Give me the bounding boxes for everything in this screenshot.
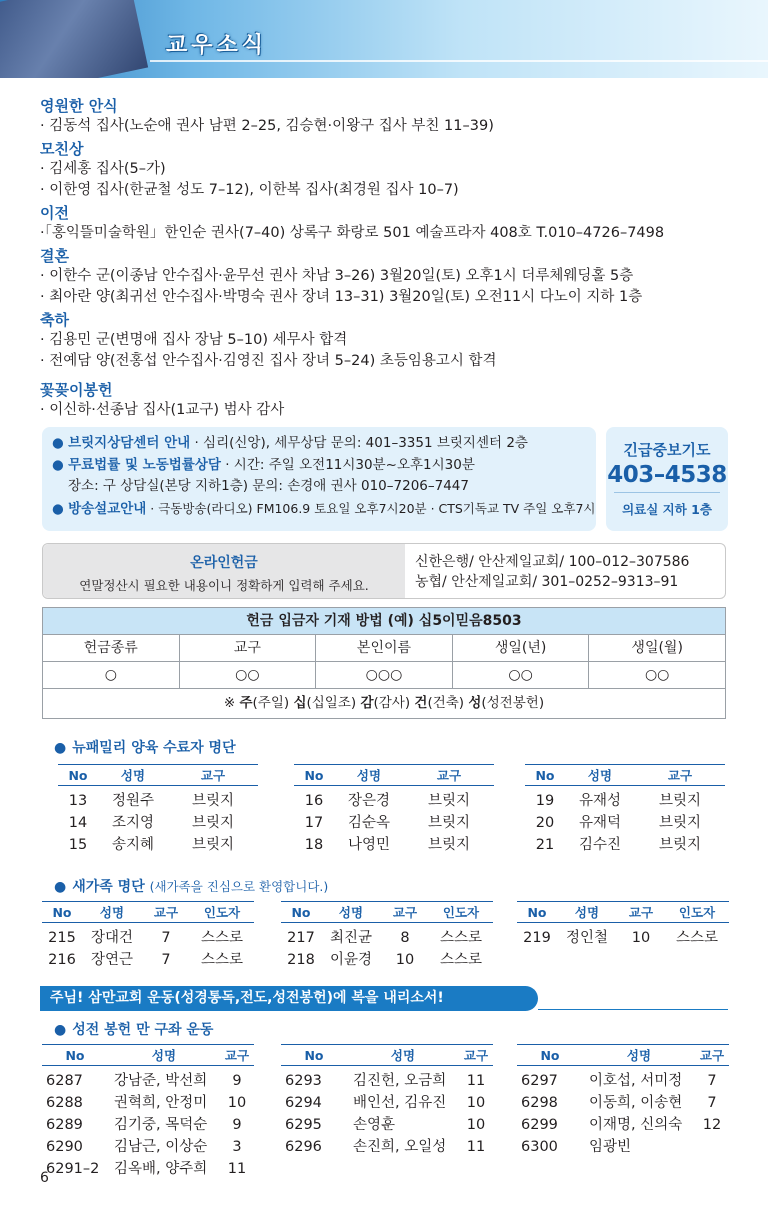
table-cell: 손진희, 오일성 [353, 1139, 447, 1155]
table-row [281, 1070, 493, 1092]
deposit-val: ○○ [180, 662, 317, 688]
newfamily-table [294, 764, 494, 856]
prayer-place: 의료실 지하 1층 [622, 502, 712, 517]
table-row [517, 1070, 729, 1092]
column-header: 교구 [436, 768, 462, 783]
header-banner [0, 0, 768, 78]
table-cell: 12 [702, 1117, 722, 1133]
column-header: 성명 [338, 905, 364, 920]
online-title: 온라인헌금 [190, 555, 258, 571]
table-cell: 임광빈 [589, 1139, 632, 1155]
prayer-box [606, 427, 728, 531]
column-header: 성명 [151, 1048, 177, 1063]
table-header [281, 1044, 493, 1066]
note-key: 감 [360, 695, 374, 711]
table-cell: 브릿지 [191, 837, 235, 853]
column-header: No [52, 905, 72, 920]
news-line: · 전예담 양(전홍섭 안수집사·김영진 집사 장녀 5–24) 초등임용고시 합격 [40, 353, 497, 369]
info-text: 장소: 구 상담실(본당 지하1층) 문의: 손경애 권사 010–7206–7447 [68, 478, 469, 494]
table-row [42, 1136, 254, 1158]
table-cell: 217 [287, 930, 315, 946]
table-cell: 6293 [285, 1073, 322, 1089]
bullet-icon: ● [54, 1022, 67, 1038]
column-header: No [304, 768, 324, 783]
news-line: · 김용민 군(변명애 집사 장남 5–10) 세무사 합격 [40, 332, 348, 348]
table-cell: 7 [707, 1095, 717, 1111]
table-cell: 10 [395, 952, 415, 968]
table-cell: 6300 [521, 1139, 558, 1155]
banner-divider [150, 60, 768, 62]
column-header: 성명 [356, 768, 382, 783]
table-cell: 브릿지 [658, 815, 702, 831]
table-row [517, 927, 729, 949]
column-header: 인도자 [203, 905, 241, 920]
table-row [525, 790, 725, 812]
table-cell: 브릿지 [427, 793, 471, 809]
table-row [42, 1114, 254, 1136]
table-cell: 11 [466, 1139, 486, 1155]
online-subtitle: 연말정산시 필요한 내용이니 정확하게 입력해 주세요. [79, 578, 369, 593]
table-cell: 14 [68, 815, 88, 831]
table-row [281, 949, 493, 971]
bullet-icon: ● [52, 435, 69, 451]
table-header [517, 901, 729, 923]
column-header: No [527, 905, 547, 920]
table-cell: 6289 [46, 1117, 83, 1133]
table-cell: 11 [466, 1073, 486, 1089]
page-title: 교우소식 [166, 33, 268, 58]
table-cell: 브릿지 [658, 793, 702, 809]
table-cell: 16 [304, 793, 324, 809]
column-header: 인도자 [442, 905, 480, 920]
motto-banner: 주님! 삼만교회 운동(성경통독,전도,성전봉헌)에 복을 내리소서! [40, 986, 538, 1011]
table-cell: 조지영 [111, 815, 155, 831]
table-cell: 216 [48, 952, 76, 968]
news-heading-flowers: 꽃꽂이봉헌 [40, 381, 113, 399]
offering-table [517, 1044, 729, 1158]
table-cell: 6291–2 [46, 1161, 100, 1177]
deposit-col: 헌금종류 [43, 635, 180, 661]
column-header: No [65, 1048, 85, 1063]
table-cell: 8 [400, 930, 410, 946]
online-offering-box [42, 543, 726, 599]
table-cell: 215 [48, 930, 76, 946]
table-cell: 7 [161, 952, 171, 968]
table-header [517, 1044, 729, 1066]
table-row [42, 1070, 254, 1092]
deposit-header-row [43, 635, 725, 662]
table-cell: 18 [304, 837, 324, 853]
note-key: 십 [293, 695, 307, 711]
column-header: No [540, 1048, 560, 1063]
news-heading-congrats: 축하 [40, 311, 69, 329]
table-row [281, 1136, 493, 1158]
table-cell: 6295 [285, 1117, 322, 1133]
news-heading-rest: 영원한 안식 [40, 97, 118, 115]
table-cell: 스스로 [439, 952, 483, 968]
table-cell: 11 [227, 1161, 247, 1177]
table-cell: 유재덕 [578, 815, 622, 831]
table-header [58, 764, 258, 786]
table-cell: 김순옥 [347, 815, 391, 831]
table-cell: 브릿지 [191, 815, 235, 831]
column-header: 인도자 [678, 905, 716, 920]
table-cell: 20 [535, 815, 555, 831]
news-section [40, 94, 740, 421]
prayer-number: 403–4538 [607, 462, 727, 488]
note-key: 주 [239, 695, 253, 711]
table-cell: 김옥배, 양주희 [114, 1161, 208, 1177]
table-cell: 10 [466, 1095, 486, 1111]
table-cell: 스스로 [439, 930, 483, 946]
deposit-val: ○○ [453, 662, 590, 688]
table-cell: 이호섭, 서미정 [589, 1073, 683, 1089]
deposit-col: 생일(월) [631, 640, 683, 656]
section-title: 새가족 명단 [72, 879, 145, 895]
table-row [42, 927, 254, 949]
deposit-col: 교구 [180, 635, 317, 661]
table-cell: 손영훈 [353, 1117, 396, 1133]
info-label: 방송설교안내 [68, 500, 147, 517]
motto-divider [538, 1009, 728, 1010]
bank-account: 신한은행/ 안산제일교회/ 100–012–307586 [415, 554, 690, 570]
table-cell: 9 [232, 1073, 242, 1089]
info-line-counseling [52, 433, 586, 455]
card-illustration [0, 0, 148, 78]
note-text: (주일) [252, 695, 294, 711]
bank-account: 농협/ 안산제일교회/ 301–0252–9313–91 [415, 574, 679, 590]
table-cell: 브릿지 [427, 837, 471, 853]
table-cell: 장연근 [90, 952, 134, 968]
column-header: 성명 [626, 1048, 652, 1063]
table-cell: 21 [535, 837, 555, 853]
deposit-value-row [43, 662, 725, 689]
table-cell: 6288 [46, 1095, 83, 1111]
news-line: ·「홍익뜰미술학원」한인순 권사(7–40) 상록구 화랑로 501 예술프라자 408호 T.010–4726–7498 [40, 225, 665, 241]
bullet-icon: ● [52, 456, 69, 473]
deposit-val: ○ [43, 662, 180, 688]
table-cell: 이윤경 [329, 952, 373, 968]
table-cell: 10 [466, 1117, 486, 1133]
bullet-icon: ● [52, 500, 69, 517]
table-row [42, 1092, 254, 1114]
info-line-legal [52, 455, 586, 477]
deposit-val: ○○ [644, 667, 670, 683]
table-cell: 강남준, 박선희 [114, 1073, 208, 1089]
table-cell: 브릿지 [427, 815, 471, 831]
table-cell: 이동희, 이송현 [589, 1095, 683, 1111]
section-title: 뉴패밀리 양육 수료자 명단 [72, 740, 236, 756]
table-cell: 김남근, 이상순 [114, 1139, 208, 1155]
table-cell: 권혁희, 안정미 [114, 1095, 208, 1111]
table-row [281, 1092, 493, 1114]
column-header: 교구 [628, 905, 654, 920]
table-cell: 219 [523, 930, 551, 946]
table-cell: 정인철 [565, 930, 609, 946]
table-cell: 김수진 [578, 837, 622, 853]
column-header: 성명 [99, 905, 125, 920]
news-line: · 이한수 군(이종남 안수집사·윤무선 권사 차남 3–26) 3월20일(토) 오후1시 더루체웨딩홀 5층 [40, 268, 634, 284]
section-subtitle: (새가족을 진심으로 환영합니다.) [149, 879, 329, 894]
table-cell: 송지혜 [111, 837, 155, 853]
table-cell: 김진헌, 오금희 [353, 1073, 447, 1089]
deposit-note [43, 689, 725, 718]
prayer-divider [614, 492, 720, 493]
table-header [525, 764, 725, 786]
info-box [42, 427, 596, 531]
column-header: 교구 [699, 1048, 725, 1063]
table-row [525, 812, 725, 834]
newmembers-table [42, 901, 254, 971]
news-line: · 이한영 집사(한균철 성도 7–12), 이한복 집사(최경원 집사 10–7) [40, 182, 459, 198]
note-key: 건 [414, 695, 428, 711]
table-header [294, 764, 494, 786]
offering-title [54, 1019, 213, 1039]
info-line-place [52, 476, 586, 498]
table-cell: 13 [68, 793, 88, 809]
online-offering-label [43, 544, 405, 598]
column-header: No [304, 1048, 324, 1063]
table-cell: 스스로 [675, 930, 719, 946]
section-title: 성전 봉헌 만 구좌 운동 [72, 1022, 214, 1038]
info-label: 무료법률 및 노동법률상담 [68, 456, 221, 473]
note-text: (성전봉헌) [481, 695, 545, 711]
table-cell: 장대건 [90, 930, 134, 946]
news-line: · 김세홍 집사(5–가) [40, 161, 166, 177]
note-key: 성 [468, 695, 482, 711]
deposit-head: 헌금 입금자 기재 방법 (예) 십5이믿음8503 [43, 608, 725, 635]
table-cell: 17 [304, 815, 324, 831]
table-row [525, 834, 725, 856]
bullet-icon: ● [54, 740, 67, 756]
prayer-title: 긴급중보기도 [623, 441, 711, 459]
column-header: 성명 [574, 905, 600, 920]
newmembers-table [517, 901, 729, 949]
table-cell: 이재명, 신의숙 [589, 1117, 683, 1133]
news-line: · 이신하·선종남 집사(1교구) 범사 감사 [40, 402, 285, 418]
table-cell: 유재성 [578, 793, 622, 809]
newfamily-table [525, 764, 725, 856]
table-cell: 6298 [521, 1095, 558, 1111]
info-text: · 시간: 주일 오전11시30분~오후1시30분 [220, 456, 475, 473]
note-text: (십일조) [306, 695, 361, 711]
table-cell: 9 [232, 1117, 242, 1133]
news-heading-wedding: 결혼 [40, 247, 69, 265]
table-row [294, 790, 494, 812]
table-cell: 6299 [521, 1117, 558, 1133]
table-row [517, 1092, 729, 1114]
table-cell: 7 [161, 930, 171, 946]
table-cell: 장은경 [347, 793, 391, 809]
column-header: 교구 [153, 905, 179, 920]
news-heading-move: 이전 [40, 204, 69, 222]
table-cell: 브릿지 [658, 837, 702, 853]
info-text: · 극동방송(라디오) FM106.9 토요일 오후7시20분 · CTS기독교 TV 주일 오후7시 [146, 500, 596, 516]
info-line-broadcast [52, 498, 596, 521]
table-cell: 7 [707, 1073, 717, 1089]
table-header [42, 1044, 254, 1066]
column-header: 교구 [200, 768, 226, 783]
news-line: · 최아란 양(최귀선 안수집사·박명숙 권사 장녀 13–31) 3월20일(토) 오전11시 다노이 지하 1층 [40, 289, 643, 305]
column-header: No [535, 768, 555, 783]
table-cell: 6287 [46, 1073, 83, 1089]
note-text: (건축) [427, 695, 469, 711]
table-cell: 나영민 [347, 837, 391, 853]
table-row [517, 1136, 729, 1158]
table-row [58, 812, 258, 834]
newmembers-table [281, 901, 493, 971]
table-cell: 3 [232, 1139, 242, 1155]
table-cell: 스스로 [200, 952, 244, 968]
note-text: ※ [223, 695, 240, 711]
table-row [58, 834, 258, 856]
table-cell: 6296 [285, 1139, 322, 1155]
table-row [281, 927, 493, 949]
column-header: 성명 [120, 768, 146, 783]
news-line: · 김동석 집사(노순애 권사 남편 2–25, 김승현·이왕구 집사 부친 11–39) [40, 118, 494, 134]
column-header: 성명 [390, 1048, 416, 1063]
note-text: (감사) [373, 695, 415, 711]
newmembers-title [54, 876, 328, 896]
table-cell: 최진균 [329, 930, 373, 946]
offering-table [42, 1044, 254, 1180]
deposit-val: ○○○ [316, 662, 453, 688]
table-cell [695, 1136, 729, 1158]
table-cell: 6290 [46, 1139, 83, 1155]
news-heading-mother: 모친상 [40, 140, 84, 158]
table-row [58, 790, 258, 812]
table-cell: 스스로 [200, 930, 244, 946]
table-row [517, 1114, 729, 1136]
deposit-col: 생일(년) [453, 635, 590, 661]
table-row [42, 949, 254, 971]
table-cell: 정원주 [111, 793, 155, 809]
offering-table [281, 1044, 493, 1158]
table-cell: 김기중, 목덕순 [114, 1117, 208, 1133]
table-cell: 브릿지 [191, 793, 235, 809]
table-header [42, 901, 254, 923]
column-header: 교구 [667, 768, 693, 783]
bank-accounts [415, 552, 689, 592]
table-cell: 10 [631, 930, 651, 946]
newfamily-table [58, 764, 258, 856]
deposit-method-table [42, 607, 726, 719]
info-label: 브릿지상담센터 안내 [68, 435, 191, 451]
column-header: 교구 [463, 1048, 489, 1063]
deposit-col: 본인이름 [316, 635, 453, 661]
column-header: No [68, 768, 88, 783]
table-cell: 6294 [285, 1095, 322, 1111]
column-header: 교구 [392, 905, 418, 920]
table-cell: 218 [287, 952, 315, 968]
bullet-icon: ● [54, 879, 67, 895]
column-header: 교구 [224, 1048, 250, 1063]
table-header [281, 901, 493, 923]
table-row [294, 812, 494, 834]
info-text: · 심리(신앙), 세무상담 문의: 401–3351 브릿지센터 2층 [190, 435, 528, 451]
table-cell: 15 [68, 837, 88, 853]
table-cell: 10 [227, 1095, 247, 1111]
column-header: No [291, 905, 311, 920]
table-row [281, 1114, 493, 1136]
table-row [42, 1158, 254, 1180]
table-row [294, 834, 494, 856]
table-cell: 19 [535, 793, 555, 809]
table-cell: 배인선, 김유진 [353, 1095, 447, 1111]
column-header: 성명 [587, 768, 613, 783]
table-cell: 6297 [521, 1073, 558, 1089]
newfamily-title [54, 737, 236, 757]
page-number: 6 [40, 1170, 49, 1186]
